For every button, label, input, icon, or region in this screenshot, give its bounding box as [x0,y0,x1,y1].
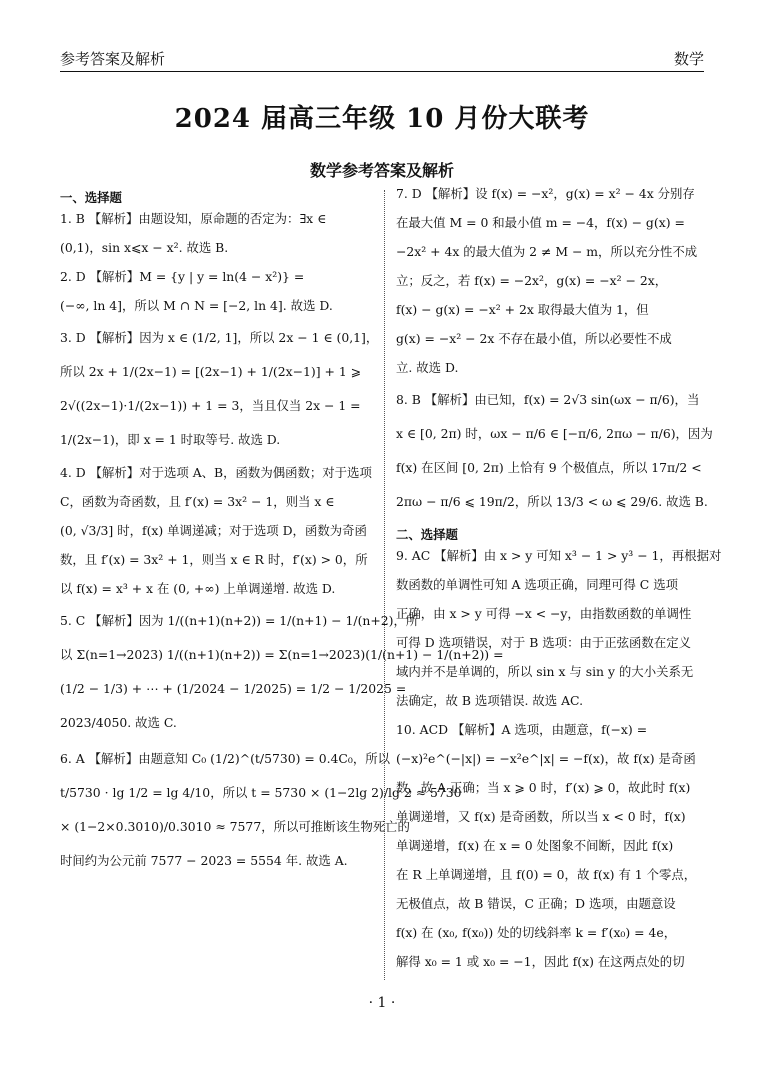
text-line: 正确，由 x > y 可得 −x < −y，由指数函数的单调性 [396,606,692,621]
text-line: (−x)²e^(−|x|) = −x²e^|x| = −f(x)，故 f(x) 是奇函 [396,751,696,766]
text-line: 7. D 【解析】设 f(x) = −x²，g(x) = x² − 4x 分别存 [396,186,695,201]
text-line: 可得 D 选项错误，对于 B 选项：由于正弦函数在定义 [396,635,691,650]
header-left-label: 参考答案及解析 [60,50,166,68]
text-line: 8. B 【解析】由已知，f(x) = 2√3 sin(ωx − π/6)，当 [396,392,700,407]
text-line: 6. A 【解析】由题意知 C₀ (1/2)^(t/5730) = 0.4C₀，所以 [60,751,391,766]
answer-item-8 [396,389,713,513]
answer-item-9 [396,548,722,708]
text-line: 1/(2x−1)，即 x = 1 时取等号. 故选 D. [60,432,281,447]
text-line: 2. D 【解析】M = {y | y = ln(4 − x²)} = [60,269,305,284]
text-line: 数，且 f′(x) = 3x² + 1，则当 x ∈ R 时，f′(x) > 0，所 [60,552,368,567]
text-line: 立. 故选 D. [396,360,459,375]
text-line: t/5730 · lg 1/2 = lg 4/10，所以 t = 5730 × (1−2lg 2)/lg 2 ≈ 5730 [60,785,462,800]
text-line: −2x² + 4x 的最大值为 2 ≠ M − m，所以充分性不成 [396,244,698,259]
text-line: 1. B 【解析】由题设知，原命题的否定为：∃x ∈ [60,211,327,226]
answer-item-1 [60,211,375,255]
answer-item-3 [60,327,379,451]
text-line: 数函数的单调性可知 A 选项正确，同理可得 C 选项 [396,577,678,592]
text-line: 数，故 A 正确；当 x ⩾ 0 时，f′(x) ⩾ 0，故此时 f(x) [396,780,691,795]
text-line: 3. D 【解析】因为 x ∈ (1/2, 1]，所以 2x − 1 ∈ (0,1]， [60,330,379,345]
text-line: 2πω − π/6 ⩽ 19π/2，所以 13/3 < ω ⩽ 29/6. 故选 B. [396,494,708,509]
text-line: (−∞, ln 4]，所以 M ∩ N = [−2, ln 4]. 故选 D. [60,298,333,313]
text-line: f(x) 在 (x₀, f(x₀)) 处的切线斜率 k = f′(x₀) = 4e， [396,925,677,940]
answer-item-2 [60,269,375,313]
page-header [60,42,704,74]
header-rule [60,71,704,72]
text-line: 以 Σ(n=1→2023) 1/((n+1)(n+2)) = Σ(n=1→2023)(1/(n+1) − 1/(n+2)) = [60,647,504,662]
text-line: (0,1)，sin x⩽x − x². 故选 B. [60,240,229,255]
text-line: 无极值点，故 B 错误，C 正确；D 选项，由题意设 [396,896,676,911]
text-line: 所以 2x + 1/(2x−1) = [(2x−1) + 1/(2x−1)] + 1 ⩾ [60,364,362,379]
page-number: · 1 · [368,995,396,1011]
text-line: 10. ACD 【解析】A 选项，由题意，f(−x) = [396,722,648,737]
column-divider [384,190,385,980]
text-line: 2√((2x−1)·1/(2x−1)) + 1 = 3，当且仅当 2x − 1 = [60,398,361,413]
answer-item-6 [60,748,462,872]
page-subtitle: 数学参考答案及解析 [309,161,454,180]
text-line: 5. C 【解析】因为 1/((n+1)(n+2)) = 1/(n+1) − 1/(n+2)，所 [60,613,419,628]
text-line: 在 R 上单调递增，且 f(0) = 0，故 f(x) 有 1 个零点， [396,867,697,882]
text-line: 时间约为公元前 7577 − 2023 = 5554 年. 故选 A. [60,853,348,868]
text-line: (1/2 − 1/3) + ⋯ + (1/2024 − 1/2025) = 1/2 − 1/2025 = [60,681,407,696]
section-heading: 二、选择题 [396,527,458,542]
text-line: g(x) = −x² − 2x 不存在最小值，所以必要性不成 [396,331,672,346]
text-line: × (1−2×0.3010)/0.3010 ≈ 7577，所以可推断该生物死亡的 [60,819,410,834]
text-line: 4. D 【解析】对于选项 A、B，函数为偶函数；对于选项 [60,465,372,480]
text-line: 9. AC 【解析】由 x > y 可知 x³ − 1 > y³ − 1，再根据对 [396,548,722,563]
text-line: 以 f(x) = x³ + x 在 (0, +∞) 上单调递增. 故选 D. [60,581,336,596]
right-column [396,186,722,983]
text-line: f(x) 在区间 [0, 2π) 上恰有 9 个极值点，所以 17π/2 < [396,460,702,475]
text-line: 解得 x₀ = 1 或 x₀ = −1，因此 f(x) 在这两点处的切 [396,954,685,969]
text-line: (0, √3/3] 时，f(x) 单调递减；对于选项 D，函数为奇函 [60,523,367,538]
text-line: 单调递增，又 f(x) 是奇函数，所以当 x < 0 时，f(x) [396,809,686,824]
text-line: 2023/4050. 故选 C. [60,715,177,730]
section-heading: 一、选择题 [60,190,122,205]
header-subject-label: 数学 [673,50,704,68]
text-line: f(x) − g(x) = −x² + 2x 取得最大值为 1，但 [396,302,649,317]
text-line: 域内并不是单调的，所以 sin x 与 sin y 的大小关系无 [396,664,694,679]
answer-item-10 [396,722,706,969]
text-line: 立；反之，若 f(x) = −2x²，g(x) = −x² − 2x， [396,273,668,288]
text-line: 在最大值 M = 0 和最小值 m = −4，f(x) − g(x) = [396,215,685,230]
text-line: x ∈ [0, 2π) 时，ωx − π/6 ∈ [−π/6, 2πω − π/6)，因为 [396,426,713,441]
answer-item-7 [396,186,706,375]
text-line: C，函数为奇函数，且 f′(x) = 3x² − 1，则当 x ∈ [60,494,335,509]
text-line: 法确定，故 B 选项错误. 故选 AC. [396,693,584,708]
answer-item-4 [60,465,375,596]
text-line: 单调递增，f(x) 在 x = 0 处图象不间断，因此 f(x) [396,838,674,853]
page-title: 2024 届高三年级 10 月份大联考 [174,104,590,134]
